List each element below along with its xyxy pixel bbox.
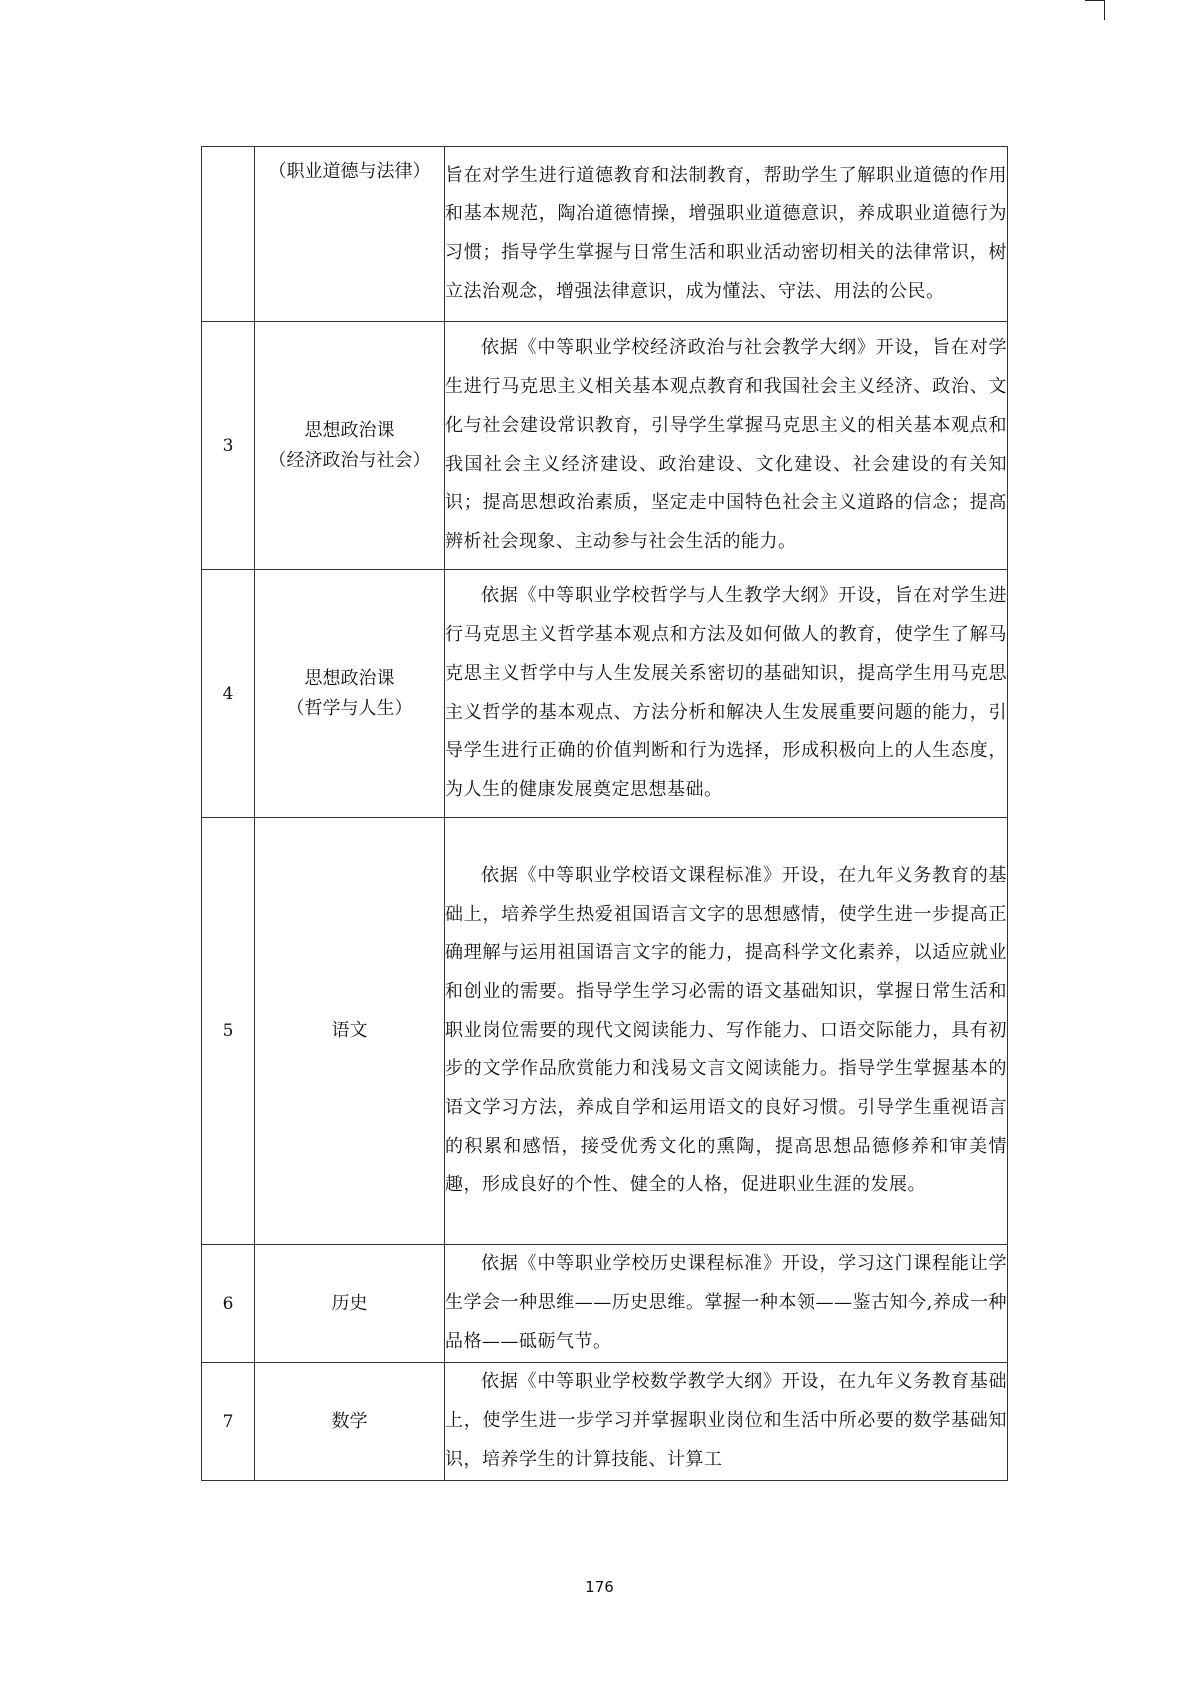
course-name [255,1245,445,1363]
course-description: 依据《中等职业学校数学教学大纲》开设，在九年义务教育基础上，使学生进一步学习并掌握职业岗位和生活中所必要的数学基础知识，培养学生的计算技能、计算工 [445,1363,1008,1481]
row-number: 5 [202,818,255,1245]
course-description: 依据《中等职业学校经济政治与社会教学大纲》开设，旨在对学生进行马克思主义相关基本观点教育和我国社会主义经济、政治、文化与社会建设常识教育，引导学生掌握马克思主义的相关基本观点和我国社会主义经济建设、政治建设、文化建设、社会建设的有关知识；提高思想政治素质，坚定走中国特色社会主义道路的信念；提高辨析社会现象、主动参与社会生活的能力。 [445,322,1008,570]
row-number: 4 [202,570,255,818]
table-row [202,818,1008,1245]
course-name [255,322,445,570]
table-row [202,1363,1008,1481]
course-name-line: 思想政治课 [304,419,395,441]
table-row [202,147,1008,322]
course-table [201,146,1008,1481]
course-name-line: 思想政治课 [304,667,395,689]
course-description: 旨在对学生进行道德教育和法制教育，帮助学生了解职业道德的作用和基本规范，陶冶道德情操，增强职业道德意识，养成职业道德行为习惯；指导学生掌握与日常生活和职业活动密切相关的法律常识，树立法治观念，增强法律意识，成为懂法、守法、用法的公民。 [445,147,1008,322]
course-description: 依据《中等职业学校语文课程标准》开设，在九年义务教育的基础上，培养学生热爱祖国语言文字的思想感情，使学生进一步提高正确理解与运用祖国语言文字的能力，提高科学文化素养，以适应就业和创业的需要。指导学生学习必需的语文基础知识，掌握日常生活和职业岗位需要的现代文阅读能力、写作能力、口语交际能力，具有初步的文学作品欣赏能力和浅易文言文阅读能力。指导学生掌握基本的语文学习方法，养成自学和运用语文的良好习惯。引导学生重视语言的积累和感悟，接受优秀文化的熏陶，提高思想品德修养和审美情趣，形成良好的个性、健全的人格，促进职业生涯的发展。 [445,818,1008,1245]
course-name [255,818,445,1245]
course-name-line: 历史 [331,1292,368,1314]
row-number [202,147,255,322]
course-name-subtitle: （哲学与人生） [286,697,413,719]
course-name-line: 语文 [331,1020,368,1041]
row-number: 7 [202,1363,255,1481]
course-description: 依据《中等职业学校历史课程标准》开设，学习这门课程能让学生学会一种思维——历史思维。掌握一种本领——鉴古知今,养成一种品格——砥砺气节。 [445,1245,1008,1363]
table-row [202,322,1008,570]
course-name-line: （职业道德与法律） [268,161,431,182]
course-name [255,1363,445,1481]
course-name [255,570,445,818]
row-number: 6 [202,1245,255,1363]
course-name-subtitle: （经济政治与社会） [268,449,431,471]
course-description: 依据《中等职业学校哲学与人生教学大纲》开设，旨在对学生进行马克思主义哲学基本观点和方法及如何做人的教育，使学生了解马克思主义哲学中与人生发展关系密切的基础知识，提高学生用马克思主义哲学的基本观点、方法分析和解决人生发展重要问题的能力，引导学生进行正确的价值判断和行为选择，形成积极向上的人生态度，为人生的健康发展奠定思想基础。 [445,570,1008,818]
table-row [202,570,1008,818]
table-row [202,1245,1008,1363]
row-number: 3 [202,322,255,570]
page-number: 176 [585,1578,614,1596]
course-name [255,147,445,322]
crop-mark [1085,0,1105,20]
course-name-line: 数学 [331,1410,368,1432]
